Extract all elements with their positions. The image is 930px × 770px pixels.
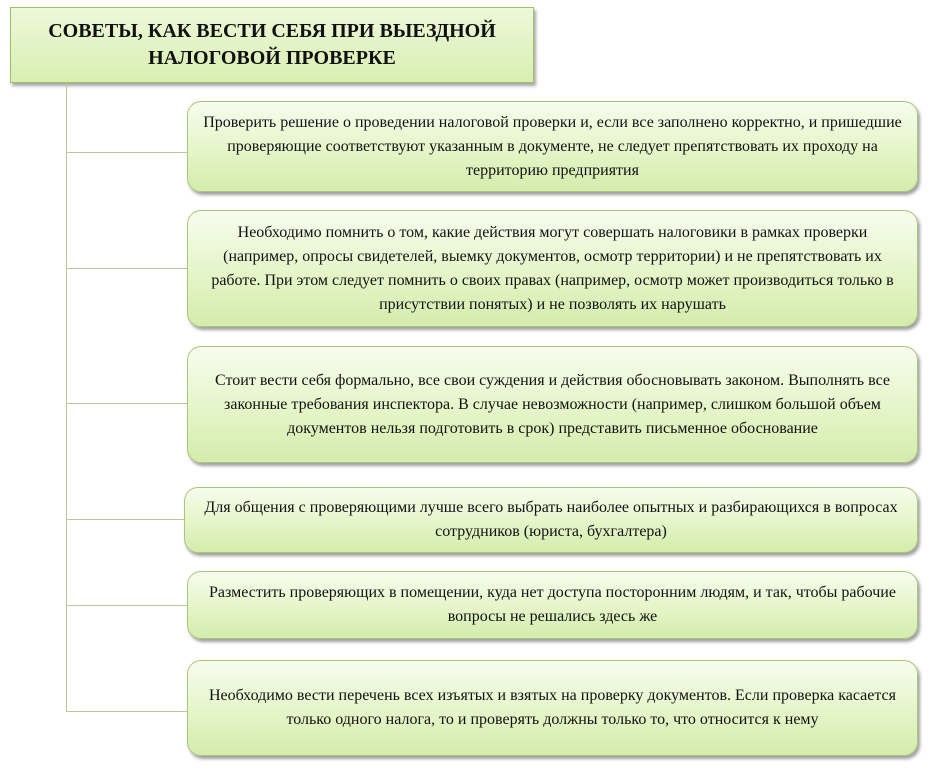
diagram-title-line-2: НАЛОГОВОЙ ПРОВЕРКЕ: [148, 47, 396, 69]
tip-box-2: [187, 210, 918, 327]
branch-connector-line: [66, 605, 187, 606]
branch-connector-line: [66, 403, 187, 404]
tip-box-3: [187, 346, 918, 463]
diagram-title-line-1: СОВЕТЫ, КАК ВЕСТИ СЕБЯ ПРИ ВЫЕЗДНОЙ: [48, 20, 496, 42]
tip-text: Для общения с проверяющими лучше всего выбрать наиболее опытных и разбирающихся в вопросах сотрудников (юриста, бухгалтера): [204, 499, 898, 540]
tip-text: Необходимо помнить о том, какие действия могут совершать налоговики в рамках проверки (например, опросы свидетелей, выемку документов, осмотр территории) и не препятствовать их работе. При этом следует помнить о своих правах (например, осмотр может производиться только в присутствии понятых) и не позволять их нарушать: [211, 223, 894, 313]
tip-box-6: [187, 660, 918, 756]
tip-box-4: [184, 487, 918, 553]
tip-box-1: [187, 101, 918, 192]
branch-connector-line: [66, 711, 187, 712]
tip-text: Стоит вести себя формально, все свои суждения и действия обосновывать законом. Выполнять все законные требования инспектора. В случае невозможности (например, слишком большой объем документов нельзя подготовить в срок) представить письменное обоснование: [215, 371, 890, 437]
branch-connector-line: [66, 152, 187, 153]
diagram-title: [10, 7, 534, 83]
tip-text: Необходимо вести перечень всех изъятых и взятых на проверку документов. Если проверка касается только одного налога, то и проверять должны только то, что относится к нему: [208, 687, 896, 728]
tip-text: Проверить решение о проведении налоговой проверки и, если все заполнено корректно, и пришедшие проверяющие соответствуют указанным в документе, не следует препятствовать их проходу на территорию предприятия: [203, 113, 902, 179]
trunk-connector-line: [66, 83, 67, 711]
branch-connector-line: [66, 519, 184, 520]
tip-text: Разместить проверяющих в помещении, куда нет доступа посторонним людям, и так, чтобы рабочие вопросы не решались здесь же: [209, 584, 896, 625]
branch-connector-line: [66, 268, 187, 269]
tip-box-5: [187, 571, 918, 639]
